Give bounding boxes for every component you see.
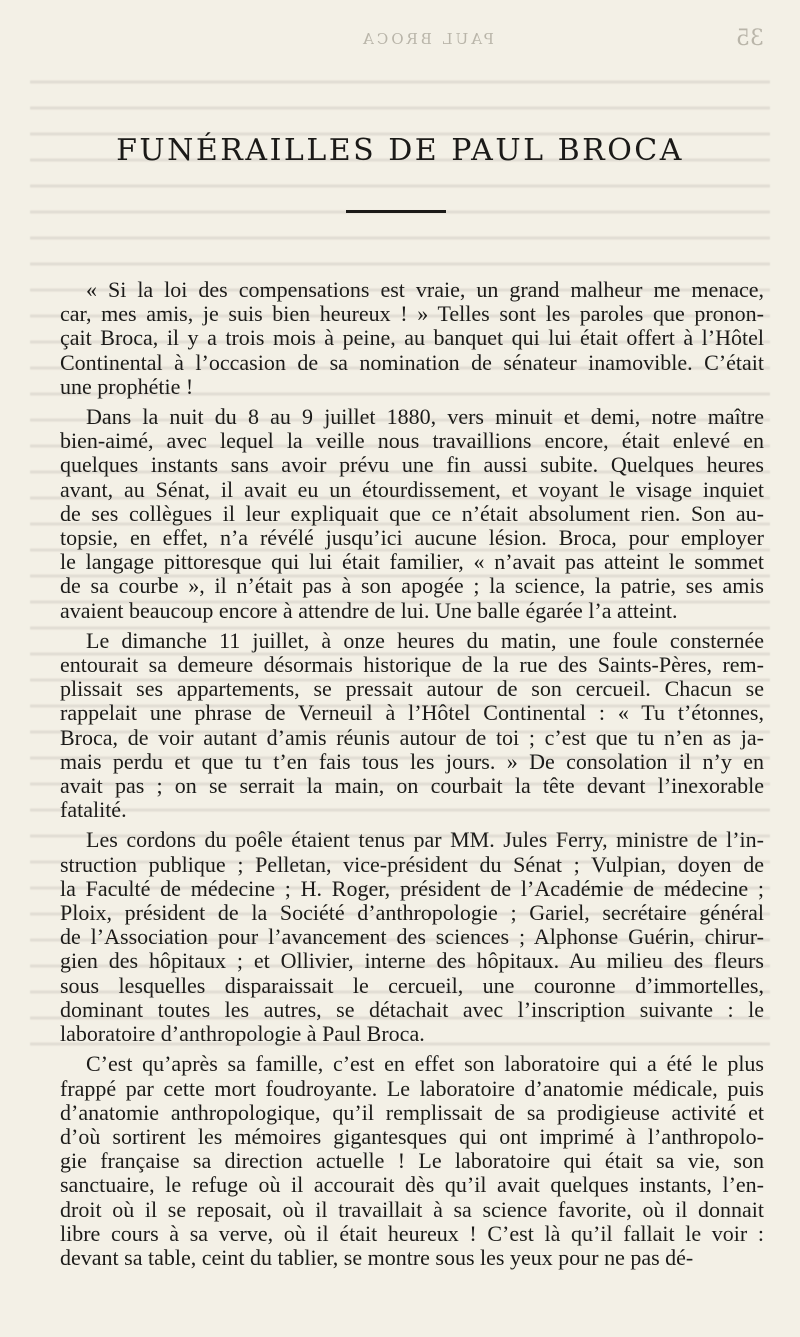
text-line: rappelait une phrase de Verneuil à l’Hôtel Continental : « Tu t’étonnes, bbox=[60, 700, 764, 726]
text-line: entourait sa demeure désormais historique de la rue des Saints-Pères, rem- bbox=[60, 652, 764, 678]
text-line: de l’Association pour l’avancement des sciences ; Alphonse Guérin, chirur- bbox=[60, 924, 764, 950]
paragraph bbox=[60, 828, 764, 1046]
text-line: sous lesquelles disparaissait le cercueil, une couronne d’immortelles, bbox=[60, 972, 764, 998]
text-line: devant sa table, ceint du tablier, se montre sous les yeux pour ne pas dé- bbox=[60, 1244, 694, 1270]
text-line: droit où il se reposait, où il travaillait à sa science favorite, où il donnait bbox=[60, 1196, 764, 1222]
text-line: fatalité. bbox=[60, 797, 127, 823]
text-line: Ploix, président de la Société d’anthropologie ; Gariel, secrétaire général bbox=[60, 900, 764, 926]
text-line: Le dimanche 11 juillet, à onze heures du matin, une foule consternée bbox=[86, 627, 764, 653]
text-line: sanctuaire, le refuge où il accourait dès qu’il avait quelques instants, l’en- bbox=[60, 1172, 764, 1198]
text-line: avaient beaucoup encore à attendre de lui. Une balle égarée l’a atteint. bbox=[60, 597, 678, 623]
text-line: quelques instants sans avoir prévu une fin aussi subite. Quelques heures bbox=[60, 452, 764, 478]
text-line: bien-aimé, avec lequel la veille nous travaillions encore, était enlevé en bbox=[60, 428, 764, 454]
body-text bbox=[60, 278, 764, 1276]
text-line: de sa courbe », il n’était pas à son apogée ; la science, la patrie, ses amis bbox=[60, 573, 764, 599]
page-title: FUNÉRAILLES DE PAUL BROCA bbox=[116, 133, 684, 168]
paragraph bbox=[60, 1052, 764, 1270]
text-line: topsie, en effet, n’a révélé jusqu’ici aucune lésion. Broca, pour employer bbox=[60, 525, 764, 551]
text-line: çait Broca, il y a trois mois à peine, au banquet qui lui était offert à l’Hôtel bbox=[60, 325, 764, 351]
text-line: gien des hôpitaux ; et Ollivier, interne des hôpitaux. Au milieu des fleurs bbox=[60, 948, 764, 974]
title-rule bbox=[346, 210, 446, 213]
text-line: Dans la nuit du 8 au 9 juillet 1880, vers minuit et demi, notre maître bbox=[86, 404, 764, 430]
paragraph bbox=[60, 405, 764, 623]
text-line: Les cordons du poêle étaient tenus par MM. Jules Ferry, ministre de l’in- bbox=[86, 827, 764, 853]
text-line: d’où sortirent les mémoires gigantesques qui ont imprimé à l’anthropolo- bbox=[60, 1123, 764, 1149]
paragraph bbox=[60, 629, 764, 823]
paragraph bbox=[60, 278, 764, 399]
text-line: struction publique ; Pelletan, vice-président du Sénat ; Vulpian, doyen de bbox=[60, 851, 764, 877]
page-number-bleed: 35 bbox=[736, 26, 764, 51]
text-line: une prophétie ! bbox=[60, 373, 194, 399]
text-line: avant, au Sénat, il avait eu un étourdissement, et voyant le visage inquiet bbox=[60, 476, 764, 502]
text-line: le langage pittoresque qui lui était familier, « n’avait pas atteint le sommet bbox=[60, 549, 764, 575]
text-line: gie française sa direction actuelle ! Le laboratoire qui était sa vie, son bbox=[60, 1148, 764, 1174]
text-line: Continental à l’occasion de sa nomination de sénateur inamovible. C’était bbox=[60, 349, 764, 375]
text-line: frappé par cette mort foudroyante. Le laboratoire d’anatomie médicale, puis bbox=[60, 1075, 764, 1101]
text-line: dominant toutes les autres, se détachait avec l’inscription suivante : le bbox=[60, 996, 764, 1022]
text-line: laboratoire d’anthropologie à Paul Broca. bbox=[60, 1021, 425, 1047]
text-line: C’est qu’après sa famille, c’est en effet son laboratoire qui a été le plus bbox=[86, 1051, 764, 1077]
text-line: « Si la loi des compensations est vraie, un grand malheur me menace, bbox=[86, 277, 764, 302]
text-line: car, mes amis, je suis bien heureux ! » Telles sont les paroles que pronon- bbox=[60, 301, 764, 327]
text-line: la Faculté de médecine ; H. Roger, président de l’Académie de médecine ; bbox=[60, 875, 764, 901]
text-line: d’anatomie anthropologique, qu’il remplissait de sa prodigieuse activité et bbox=[60, 1099, 764, 1125]
text-line: libre cours à sa verve, où il était heureux ! C’est là qu’il fallait le voir : bbox=[60, 1220, 764, 1246]
text-line: de ses collègues il leur expliquait que ce n’était absolument rien. Son au- bbox=[60, 500, 764, 526]
text-line: avait pas ; on se serrait la main, on courbait la tête devant l’inexorable bbox=[60, 773, 764, 799]
text-line: mais perdu et que tu t’en fais tous les jours. » De consolation il n’y en bbox=[60, 748, 764, 774]
text-line: plissait ses appartements, se pressait autour de son cercueil. Chacun se bbox=[60, 676, 764, 702]
running-head-bleed: PAUL BROCA bbox=[360, 30, 494, 48]
text-line: Broca, de voir autant d’amis réunis autour de toi ; c’est que tu n’en as ja- bbox=[60, 724, 764, 750]
